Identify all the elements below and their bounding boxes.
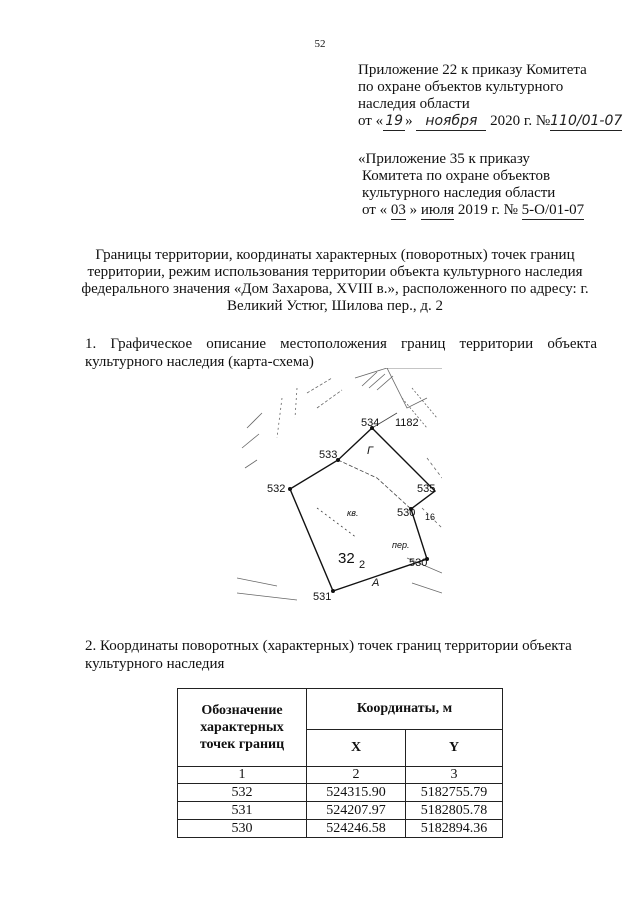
appendix-old-header: [358, 151, 584, 220]
point-cell: 530: [178, 820, 307, 838]
map-point-530: 530: [409, 557, 428, 569]
appendix-date-line: [358, 113, 622, 131]
parcel-lines: [317, 413, 411, 538]
appendix-line-1: Приложение 22 к приказу Комитета: [358, 62, 587, 78]
old-date-mid: »: [409, 202, 418, 218]
map-label-2: 2: [359, 559, 366, 571]
appendix-header: [358, 62, 622, 131]
appendix-old-line-1: «Приложение 35 к приказу: [358, 151, 530, 167]
map-point-531: 531: [313, 591, 332, 603]
old-date-number: 5-О/01-07: [521, 202, 585, 218]
map-label-kv: кв.: [347, 508, 359, 518]
header-coords: Координаты, м: [307, 689, 503, 730]
coordinates-table: [177, 688, 503, 838]
table-row: [178, 820, 503, 838]
appendix-old-date-line: [358, 202, 584, 220]
date-mid: »: [405, 113, 413, 129]
y-cell: 5182805.78: [406, 802, 503, 820]
appendix-old-line-3: культурного наследия области: [362, 185, 556, 201]
header-x: X: [307, 730, 406, 767]
old-date-year: 2019 г. №: [457, 202, 518, 218]
old-date-month: июля: [420, 202, 455, 218]
map-label-per: пер.: [392, 540, 410, 550]
x-cell: 524207.97: [307, 802, 406, 820]
section-2-heading: 2. Координаты поворотных (характерных) точек границ территории объекта культурного наследия: [85, 638, 572, 672]
old-date-day: 03: [390, 202, 406, 218]
appendix-line-3: наследия области: [358, 96, 470, 112]
map-label-32: 32: [338, 550, 355, 567]
map-label-1182: 1182: [395, 417, 419, 429]
appendix-line-2: по охране объектов культурного: [358, 79, 564, 95]
old-date-prefix: от «: [362, 202, 388, 218]
date-year: 2020 г. №: [490, 113, 551, 129]
site-map: [237, 368, 442, 604]
map-label-530-inner: 530: [397, 507, 416, 519]
document-title: Границы территории, координаты характерных (поворотных) точек границ территории, режим использования территории объекта культурного наследия федерального значения «Дом Захарова, XVIII в.», расположенного по адресу: г. Великий Устюг, Шилова пер., д. 2: [81, 247, 589, 314]
column-number-row: [178, 767, 503, 784]
date-month: ноября: [416, 113, 486, 131]
map-label-a: А: [372, 577, 380, 589]
y-cell: 5182894.36: [406, 820, 503, 838]
map-point-534: 534: [361, 417, 380, 429]
y-cell: 5182755.79: [406, 784, 503, 802]
map-label-16: 16: [425, 512, 436, 522]
x-cell: 524246.58: [307, 820, 406, 838]
map-point-535: 535: [417, 483, 436, 495]
map-point-532: 532: [267, 483, 286, 495]
date-day: 19: [383, 113, 405, 131]
section-1-heading: 1. Графическое описание местоположения границ территории объекта культурного наследия (карта-схема): [85, 336, 597, 370]
table-row: [178, 784, 503, 802]
x-cell: 524315.90: [307, 784, 406, 802]
map-point-533: 533: [319, 449, 338, 461]
date-number: 110/01-07: [550, 113, 623, 129]
column-number: 1: [178, 767, 307, 784]
table-row: [178, 802, 503, 820]
point-cell: 531: [178, 802, 307, 820]
page-number: 52: [314, 38, 326, 50]
appendix-old-line-2: Комитета по охране объектов: [362, 168, 551, 184]
date-prefix: от «: [358, 113, 384, 129]
point-cell: 532: [178, 784, 307, 802]
header-y: Y: [406, 730, 503, 767]
column-number: 2: [307, 767, 406, 784]
map-label-g: Г: [367, 445, 373, 457]
column-number: 3: [406, 767, 503, 784]
header-designation: Обозначение характерных точек границ: [178, 689, 307, 767]
